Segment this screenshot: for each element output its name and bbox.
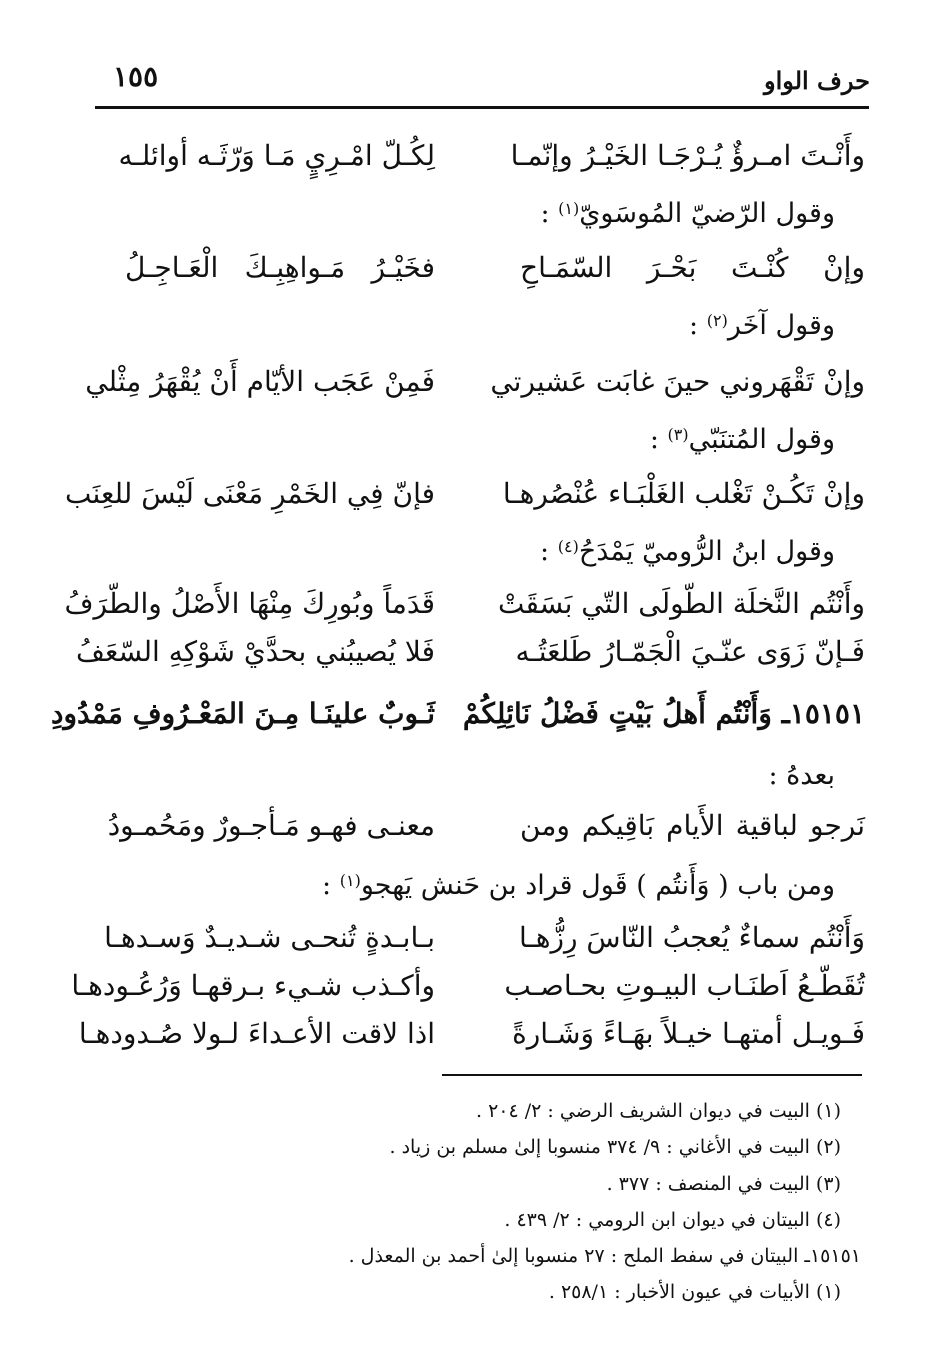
prose-text: وقول الرّضيّ المُوسَويّ: [579, 198, 835, 229]
verse-second-hemistich: ثَـوبٌ علينَـا مِـنَ المَعْـرُوفِ مَمْدُودِ: [50, 697, 435, 730]
verse-second-hemistich: اذا لاقت الأعـداءَ لـولا صُـدودهـا: [78, 1017, 435, 1050]
verse-second-hemistich: فخَيْـرُ مَـواهِبِـكَ الْعَـاجِـلُ: [125, 251, 435, 284]
footnote: ١٥١٥١ـ البيتان في سفط الملح : ٢٧ منسوبا إلىٰ أحمد بن المعذل .: [348, 1245, 861, 1267]
footnote: (١) الأبيات في عيون الأخبار : ٢٥٨/١ .: [548, 1281, 841, 1303]
verse-first-hemistich: نَرجو لباقية الأَيام بَاقِيكم ومن: [520, 809, 865, 842]
verse-second-hemistich: بـابـدةٍ تُنحـى شـديـدٌ وَسـدهـا: [104, 921, 435, 954]
verse-second-hemistich: فَمِنْ عَجَب الأيّام أَنْ يُقْهَرُ مِثْلي: [85, 365, 435, 398]
prose-tail: :: [540, 198, 559, 229]
verse-second-hemistich: فَلا يُصيبُني بحدَّيْ شَوْكِهِ السّعَفُ: [76, 635, 435, 668]
prose-tail: :: [322, 870, 340, 901]
footnote: (٣) البيت في المنصف : ٣٧٧ .: [606, 1173, 841, 1195]
footnote-marker: (٤): [557, 537, 579, 556]
verse-line: [85, 362, 865, 402]
verse-line: [71, 966, 865, 1006]
prose-text: وقول ابنُ الرُّوميّ يَمْدَحُ: [578, 536, 835, 567]
verse-line: [95, 806, 865, 846]
prose-text: وقول المُتنَبّي: [688, 424, 835, 455]
footnote-marker: (١): [558, 199, 580, 218]
page-number: ١٥٥: [113, 60, 159, 93]
verse-second-hemistich: معنـى فهـو مَـأجـورٌ ومَحُمـودُ: [107, 809, 435, 842]
footnote-marker: (٣): [667, 425, 689, 444]
verse-line: [76, 632, 865, 672]
verse-line: [95, 918, 865, 958]
verse-second-hemistich: قَدَماً وبُورِكَ مِنْهَا الأَصْلُ والطّرَفُ: [64, 587, 435, 620]
prose-line: [322, 866, 835, 909]
header-divider: [95, 106, 869, 109]
footnote: (١) البيت في ديوان الشريف الرضي : ٢/ ٢٠٤ .: [475, 1100, 841, 1122]
verse-second-hemistich: لِكُـلّ امْـرِيٍ مَـا وَرّثَـه أوائلـه: [118, 139, 435, 172]
verse-second-hemistich: وأكـذب شـيء بـرقهـا وَرُعُـودهـا: [71, 969, 435, 1002]
verse-first-hemistich: وأَنْـتَ امـرؤٌ يُـرْجَـا الخَيْـرُ وإنّمـا: [510, 139, 865, 172]
footnote: (٢) البيت في الأغاني : ٩/ ٣٧٤ منسوبا إلىٰ مسلم بن زياد .: [389, 1136, 841, 1158]
chapter-title: حرف الواو: [764, 66, 870, 95]
prose-line: [768, 756, 835, 796]
verse-line: [78, 1014, 865, 1054]
page-header: [95, 52, 870, 100]
prose-text: ومن باب ( وَأَنتُم ) قَول قراد بن حَنش يَهجو: [360, 870, 835, 901]
prose-text: وقول آخَر: [727, 310, 835, 341]
verse-first-hemistich: ١٥١٥١ـ وَأَنْتُم أَهلُ بَيْتٍ فَضْلُ نَائِلِكُمْ: [462, 697, 865, 730]
prose-text: بعدهُ :: [768, 760, 835, 791]
verse-first-hemistich: فَـويـل أمتهـا خيـلاً بهَـاءً وَشَـارةً: [512, 1017, 865, 1050]
verse-line: [65, 474, 865, 514]
prose-line: [540, 532, 835, 575]
verse-line: [95, 136, 865, 176]
verse-first-hemistich: وإنْ تَكُـنْ تَغْلب الغَلْبَـاء عُنْصُرهـا: [502, 477, 865, 510]
verse-first-hemistich: فَـإنّ زَوَى عنّـيَ الْجَمّـارُ طَلعَتُـه: [515, 635, 865, 668]
verse-first-hemistich: تُقَطّـعُ اَطنَـاب البيـوتِ بحـاصـب: [504, 969, 865, 1002]
verse-first-hemistich: وَأَنْتُم سماءٌ يُعجبُ النّاسَ رِزُّهـا: [518, 921, 865, 954]
prose-line: [689, 306, 835, 349]
prose-tail: :: [689, 310, 707, 341]
footnote-marker: (١): [339, 871, 361, 890]
verse-line: [95, 248, 865, 288]
verse-first-hemistich: وإنْ تَقْهَروني حينَ غابَت عَشيرتي: [490, 365, 865, 398]
footnote: (٤) البيتان في ديوان ابن الرومي : ٢/ ٤٣٩ .: [504, 1209, 841, 1231]
verse-line: [64, 584, 865, 624]
prose-line: [650, 420, 835, 463]
verse-second-hemistich: فإنّ فِي الخَمْرِ مَعْنَى لَيْسَ للعِنَب: [65, 477, 435, 510]
numbered-verse-line: [50, 694, 865, 734]
footnote-divider: [442, 1074, 862, 1076]
prose-tail: :: [649, 424, 668, 455]
footnote-marker: (٢): [706, 311, 728, 330]
prose-tail: :: [540, 536, 558, 567]
prose-line: [540, 194, 835, 237]
verse-first-hemistich: وإنْ كُنْـتَ بَحْـرَ السّمَـاحِ: [520, 251, 865, 284]
verse-first-hemistich: وأَنْتُم النَّخلَة الطّولَى التّي بَسَقَتْ: [497, 587, 865, 620]
